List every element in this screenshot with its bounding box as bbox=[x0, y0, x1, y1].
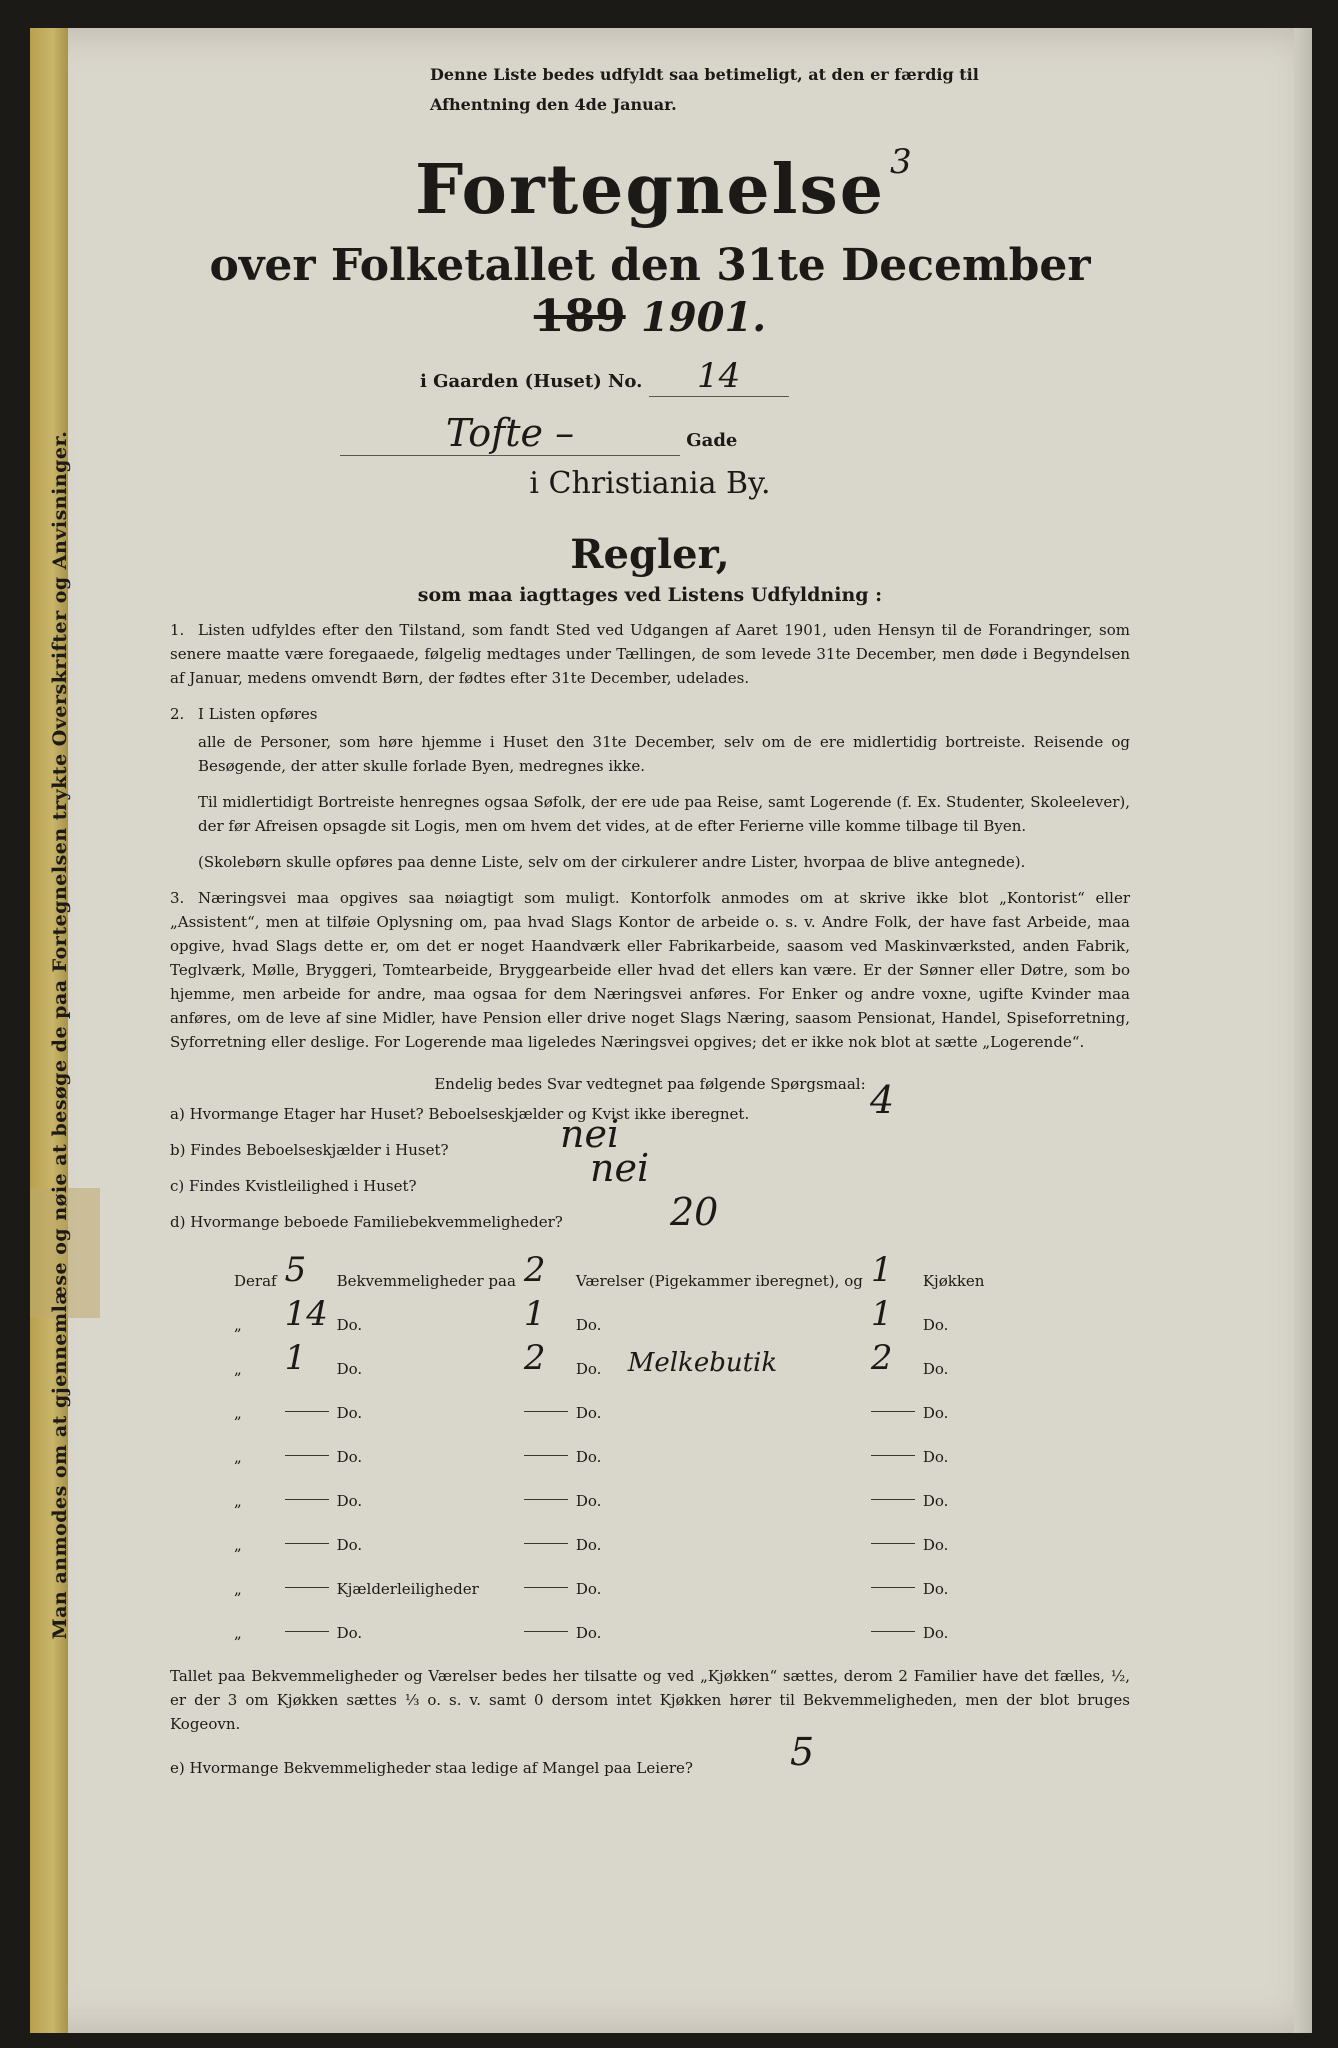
kitchen-footnote: Tallet paa Bekvemmeligheder og Værelser bedes her tilsatte og ved „Kjøkken“ sættes, derom 2 Familier have det fælles, ½, er der 3 om Kjøkken sættes ⅓ o. s. v. samt 0 dersom intet Kjøkken hører til Bekvemmeligheden, men der blot bruges Kogeovn. bbox=[170, 1667, 1130, 1733]
answer-c[interactable]: nei bbox=[590, 1146, 650, 1190]
rooms-kitchens[interactable]: 1 bbox=[870, 1294, 893, 1334]
rooms-count[interactable]: 5 bbox=[284, 1250, 307, 1290]
question-d: d) Hvormange beboede Familiebekvemmeligheder? 20 bbox=[170, 1190, 719, 1234]
rules-subheading: som maa iagttages ved Listens Udfyldning : bbox=[417, 584, 883, 606]
house-number-field[interactable]: 14 bbox=[649, 356, 789, 397]
rules-heading: Regler, bbox=[570, 531, 730, 578]
question-b: b) Findes Beboelseskjælder i Huset? nei bbox=[170, 1112, 620, 1159]
street-field[interactable]: Tofte – bbox=[340, 411, 680, 456]
handwritten-list-number: 3 bbox=[890, 142, 912, 182]
rooms-row-cellar: „ Kjælderleiligheder Do. Do. bbox=[234, 1580, 949, 1598]
city-line: i Christiania By. bbox=[529, 466, 771, 501]
questions-intro: Endelig bedes Svar vedtegnet paa følgende Spørgsmaal: bbox=[434, 1075, 866, 1093]
rule-2: 2. I Listen opføres bbox=[170, 705, 318, 723]
question-a: a) Hvormange Etager har Huset? Beboelseskjælder og Kvist ikke iberegnet. 4 bbox=[170, 1078, 895, 1123]
form-subtitle: over Folketallet den 31te December 189 1901. bbox=[209, 240, 1091, 342]
question-e: e) Hvormange Bekvemmeligheder staa ledige af Mangel paa Leiere? 5 bbox=[170, 1730, 815, 1777]
answer-d[interactable]: 20 bbox=[670, 1190, 719, 1234]
rule-2a: alle de Personer, som høre hjemme i Huset den 31te December, selv om de ere midlertidig bortreiste. Reisende og Besøgende, der atter skulle forlade Byen, medregnes ikke. bbox=[198, 733, 1130, 775]
rooms-rooms[interactable]: 1 bbox=[523, 1294, 546, 1334]
rule-1: 1. Listen udfyldes efter den Tilstand, som fandt Sted ved Udgangen af Aaret 1901, uden Hensyn til de Forandringer, som senere maatte være foregaaede, følgelig medtages under Tællingen, de som levede 31te December, men døde i Begyndelsen af Januar, medens omvendt Børn, der fødtes efter 31te December, udelades. bbox=[170, 621, 1130, 687]
handwritten-year: 1901. bbox=[640, 294, 767, 341]
page-edge bbox=[1294, 28, 1312, 2033]
rule-2b: Til midlertidigt Bortreiste henregnes ogsaa Søfolk, der ere ude paa Reise, samt Logerende (f. Ex. Studenter, Skoleelever), der før Afreisen opsagde sit Logis, men om hvem det vides, at de efter Ferierne ville komme tilbage til Byen. bbox=[198, 793, 1130, 835]
answer-e[interactable]: 5 bbox=[790, 1730, 815, 1774]
answer-b[interactable]: nei bbox=[560, 1112, 620, 1156]
rooms-rooms[interactable]: 2 bbox=[523, 1338, 546, 1378]
rooms-count[interactable]: 1 bbox=[284, 1338, 307, 1378]
form-title: Fortegnelse bbox=[414, 150, 886, 230]
form-content bbox=[170, 60, 1130, 1786]
rooms-row-blank: „ Do. Do. Do. bbox=[234, 1404, 949, 1422]
rooms-rooms[interactable]: 2 bbox=[523, 1250, 546, 1290]
vertical-instruction: Man anmodes om at gjennemlæse og nøie at besøge de paa Fortegnelsen trykte Overskrifter og Anvisninger. bbox=[49, 430, 71, 1640]
rooms-kitchens[interactable]: 2 bbox=[870, 1338, 893, 1378]
rooms-row: Deraf 5 Bekvemmeligheder paa 2 Værelser (Pigekammer iberegnet), og 1 Kjøkken bbox=[230, 1246, 988, 1290]
street-row: Tofte – Gade bbox=[340, 411, 1130, 456]
pickup-notice: Denne Liste bedes udfyldt saa betimeligt, at den er færdig til Afhentning den 4de Januar. bbox=[430, 65, 979, 114]
answer-a[interactable]: 4 bbox=[870, 1078, 895, 1122]
rooms-table bbox=[230, 1246, 988, 1642]
rooms-kitchens[interactable]: 1 bbox=[870, 1250, 893, 1290]
rooms-row-blank: „ Do. Do. Do. bbox=[234, 1492, 949, 1510]
rooms-note[interactable]: Melkebutik bbox=[627, 1348, 778, 1378]
rule-2c: (Skolebørn skulle opføres paa denne Liste, selv om der cirkulerer andre Lister, hvorpaa de blive antegnede). bbox=[198, 853, 1026, 871]
question-c: c) Findes Kvistleilighed i Huset? nei bbox=[170, 1146, 650, 1195]
rooms-count[interactable]: 14 bbox=[284, 1294, 328, 1334]
rooms-row-blank: „ Do. Do. Do. bbox=[234, 1536, 949, 1554]
rooms-row: „ 14 Do. 1 Do. 1 Do. bbox=[230, 1290, 988, 1334]
rooms-row: „ 1 Do. 2 Do. Melkebutik 2 Do. bbox=[230, 1334, 988, 1378]
rule-3: 3. Næringsvei maa opgives saa nøiagtigt som muligt. Kontorfolk anmodes om at skrive ikke blot „Kontorist“ eller „Assistent“, men at tilføie Oplysning om, paa hvad Slags Kontor de arbeide o. s. v. Andre Folk, der have fast Arbeide, maa opgive, hvad Slags dette er, om det er noget Haandværk eller Fabrikarbeide, saasom ved Maskinværksted, anden Fabrik, Teglværk, Mølle, Bryggeri, Tomtearbeide, Bryggearbeide eller hvad det ellers kan være. Er der Sønner eller Døtre, som bo hjemme, men arbeide for andre, maa ogsaa for dem Næringsvei anføres. For Enker og andre voxne, ugifte Kvinder maa anføres, om de leve af sine Midler, have Pension eller drive noget Slags Næring, saasom Pensionat, Handel, Spiseforretning, Syforretning eller deslige. For Logerende maa ligeledes Næringsvei opgives; det er ikke nok blot at sætte „Logerende“. bbox=[170, 889, 1130, 1051]
house-number-row: i Gaarden (Huset) No. 14 bbox=[420, 356, 1130, 397]
printed-year: 189 bbox=[533, 291, 626, 342]
rooms-row-blank: „ Do. Do. Do. bbox=[234, 1448, 949, 1466]
rooms-row-blank: „ Do. Do. Do. bbox=[234, 1624, 949, 1642]
